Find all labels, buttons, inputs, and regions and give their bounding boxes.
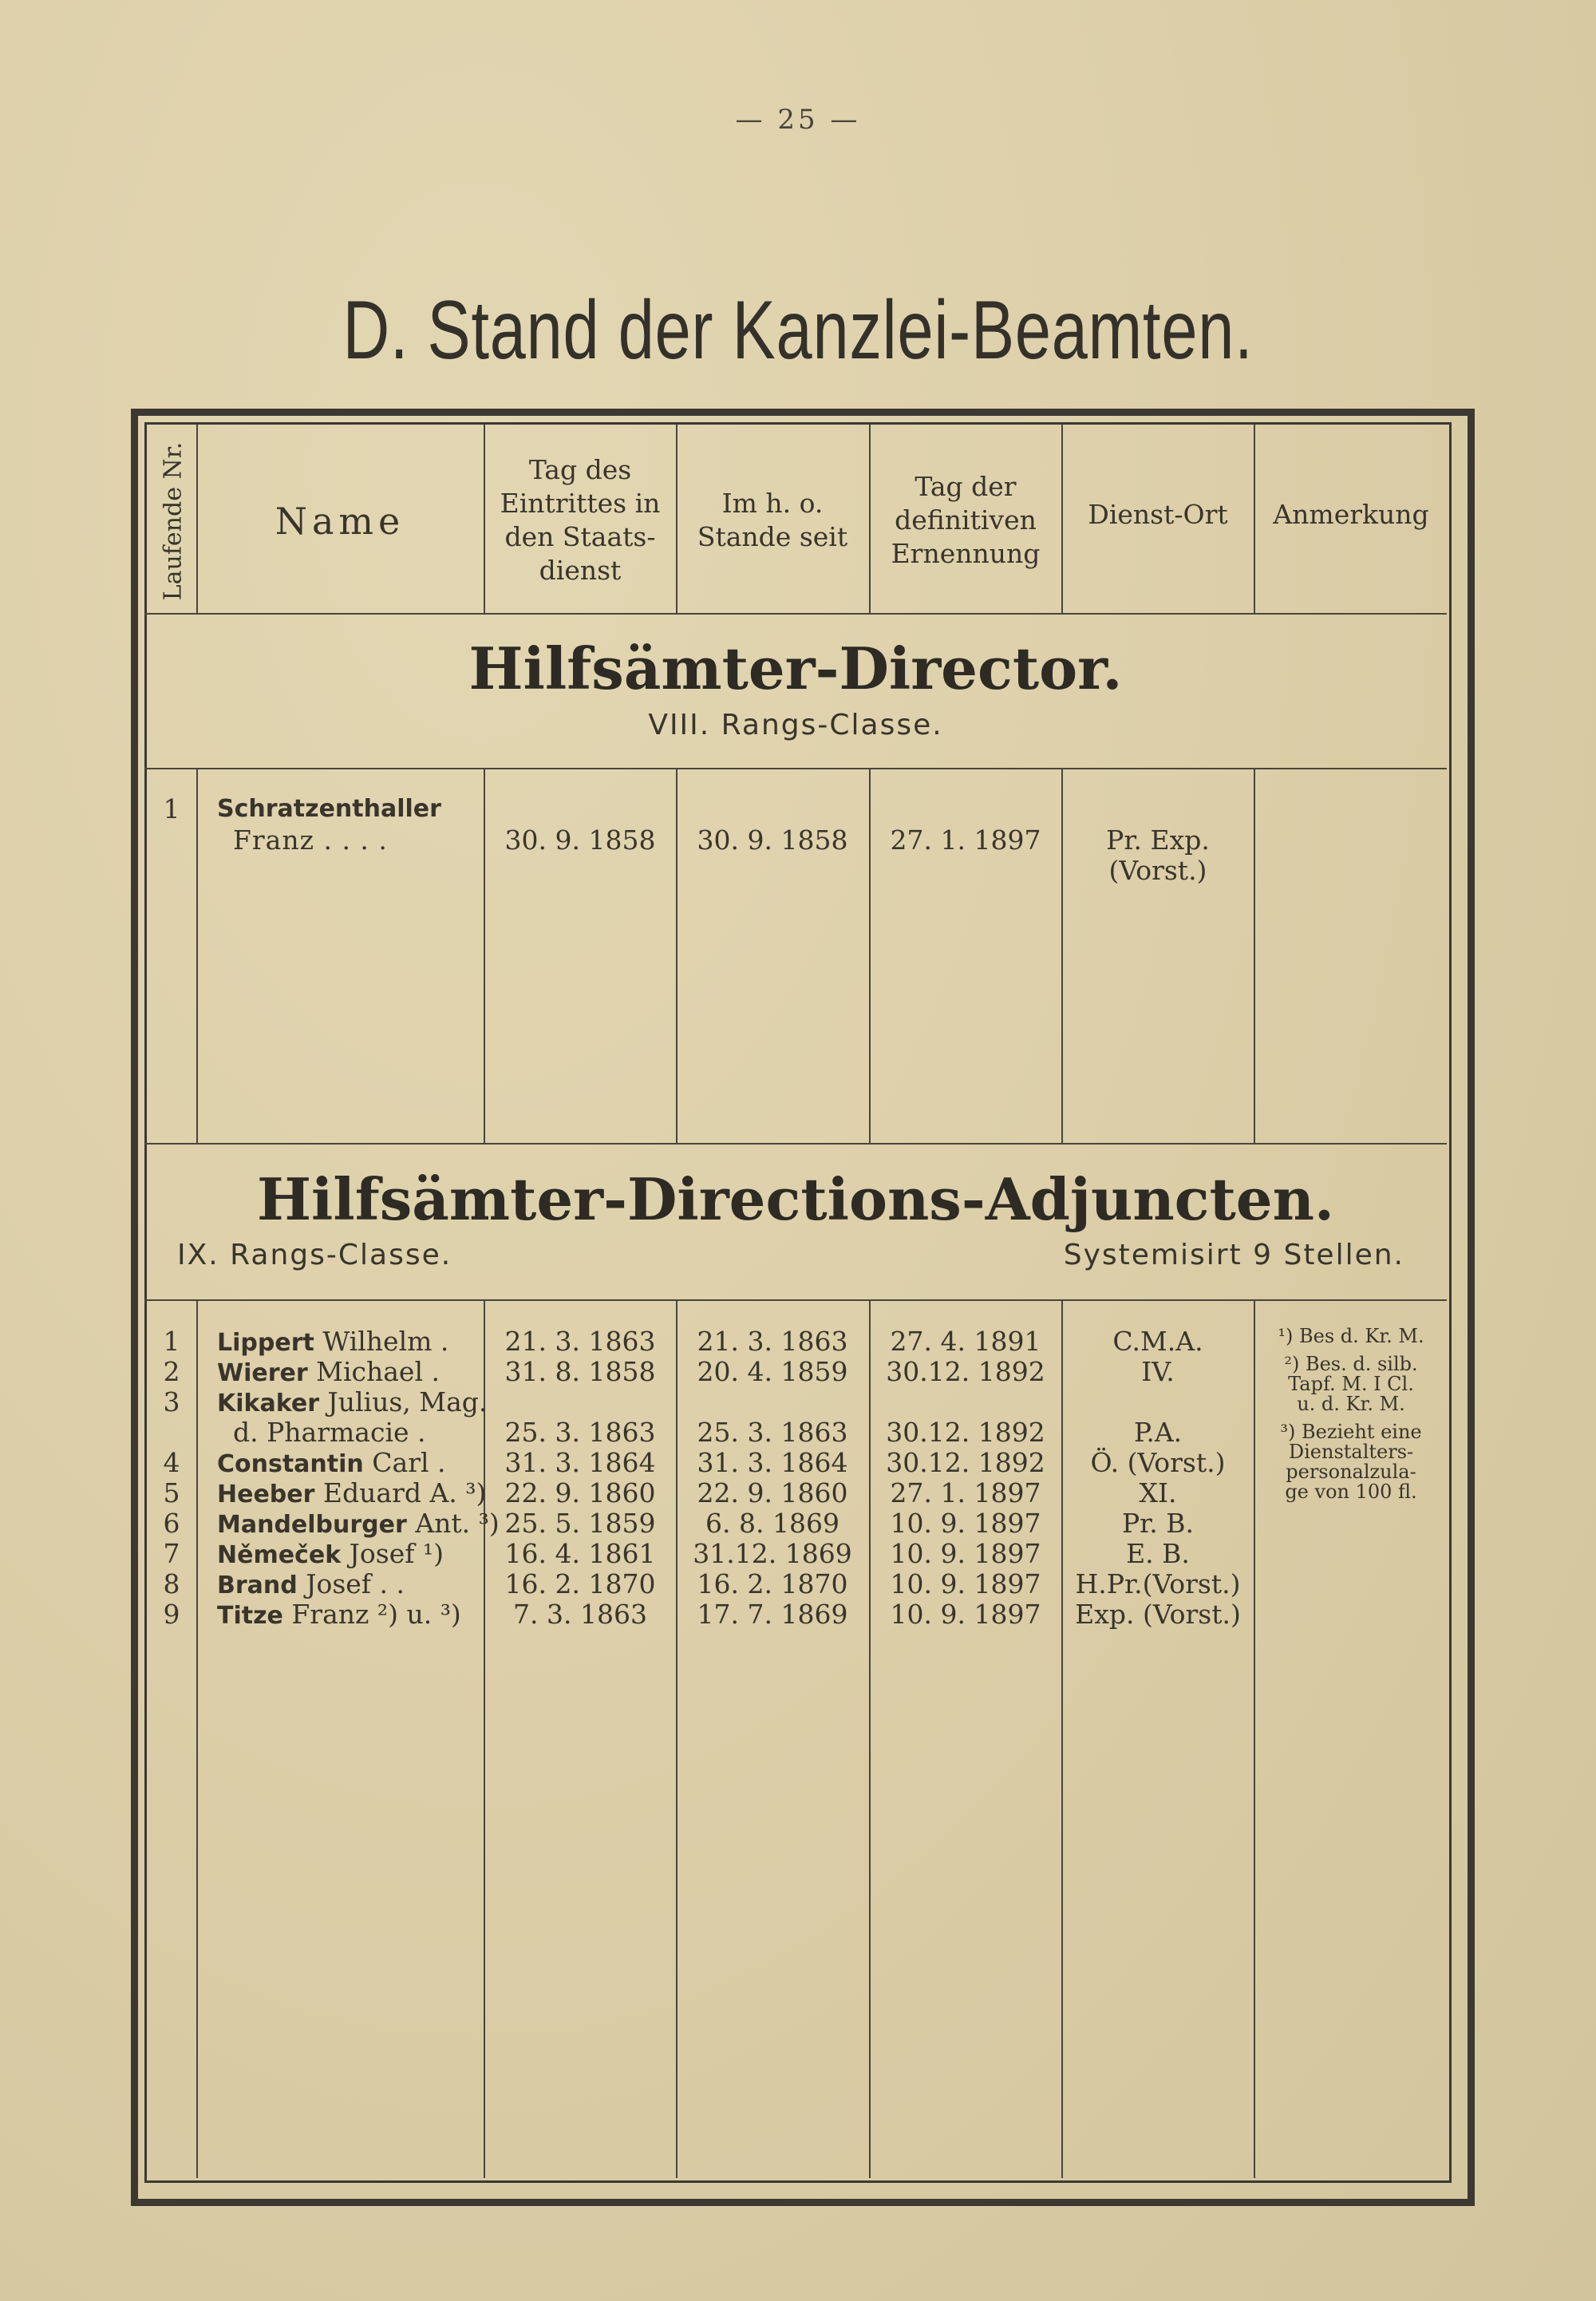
page-number: — 25 — [735, 104, 861, 136]
row-eintritt: 25. 5. 1859 [504, 1508, 656, 1539]
row-eintritt: 16. 2. 1870 [504, 1568, 656, 1599]
column-divider [676, 768, 678, 1143]
row-eintritt: 31. 8. 1858 [504, 1356, 656, 1387]
row-nr: 3 [163, 1386, 180, 1417]
director-given: Franz . . . . [233, 824, 388, 856]
director-dienstort-note: (Vorst.) [1108, 855, 1207, 886]
header-divider [869, 425, 871, 613]
row-dienstort: Pr. B. [1121, 1508, 1195, 1539]
director-surname: Schratzenthaller [217, 795, 441, 823]
row-nr: 8 [163, 1568, 180, 1599]
row-name: Kikaker Julius, Mag. [217, 1386, 488, 1417]
row-nr: 2 [163, 1356, 180, 1387]
column-divider [196, 1299, 198, 2178]
row-stande: 25. 3. 1863 [697, 1417, 848, 1448]
header-ernennung: Tag der definitiven Ernennung [891, 471, 1041, 569]
row-name: Brand Josef . . [217, 1568, 405, 1599]
note-line: ³) Bezieht eine [1280, 1421, 1422, 1443]
row-nr: 5 [163, 1477, 180, 1508]
row-eintritt: 25. 3. 1863 [504, 1417, 656, 1448]
row-dienstort: Ö. (Vorst.) [1090, 1447, 1226, 1478]
note-line: ²) Bes. d. silb. [1284, 1353, 1418, 1375]
row-eintritt: 21. 3. 1863 [504, 1326, 656, 1357]
director-ernennung: 27. 1. 1897 [890, 824, 1041, 856]
row-ernennung: 10. 9. 1897 [890, 1599, 1041, 1630]
row-name: Titze Franz ²) u. ³) [217, 1599, 461, 1630]
header-divider [676, 425, 678, 613]
section1-top-rule [144, 768, 1447, 769]
row-dienstort: E. B. [1126, 1538, 1190, 1569]
note-line: ge von 100 fl. [1285, 1481, 1417, 1503]
row-stande: 31.12. 1869 [693, 1538, 852, 1569]
header-eintritt: Tag des Eintrittes in den Staats-dienst [500, 454, 661, 586]
row-eintritt: 31. 3. 1864 [504, 1447, 656, 1478]
row-stande: 21. 3. 1863 [697, 1326, 848, 1357]
row-dienstort: H.Pr.(Vorst.) [1075, 1568, 1241, 1599]
note-line: ¹) Bes d. Kr. M. [1278, 1325, 1424, 1347]
row-name: Mandelburger Ant. ³) [217, 1508, 500, 1539]
row-stande: 17. 7. 1869 [697, 1599, 848, 1630]
header-bottom-rule [144, 613, 1447, 615]
column-divider [1061, 768, 1063, 1143]
header-anmerkung: Anmerkung [1273, 498, 1429, 530]
row-nr: 7 [163, 1538, 180, 1569]
row-ernennung: 27. 1. 1897 [890, 1477, 1041, 1508]
row-eintritt: 16. 4. 1861 [504, 1538, 656, 1569]
header-name: Name [275, 499, 405, 543]
section-rank-adjuncten: IX. Rangs-Classe. [177, 1239, 452, 1271]
row-ernennung: 10. 9. 1897 [890, 1568, 1041, 1599]
header-divider [1061, 425, 1063, 613]
row-name: Heeber Eduard A. ³) [217, 1477, 487, 1508]
row-ernennung: 10. 9. 1897 [890, 1508, 1041, 1539]
note-line: u. d. Kr. M. [1297, 1393, 1405, 1415]
header-divider [484, 425, 485, 613]
row-dienstort: Exp. (Vorst.) [1075, 1599, 1241, 1630]
column-divider [196, 768, 198, 1143]
row-dienstort: C.M.A. [1112, 1326, 1203, 1357]
section-heading-adjuncten: Hilfsämter-Directions-Adjuncten. [257, 1165, 1334, 1233]
header-laufende-nr: Laufende Nr. [159, 441, 188, 600]
row-name-continuation: d. Pharmacie . [233, 1417, 426, 1448]
row-name: Lippert Wilhelm . [217, 1326, 449, 1357]
note-line: Dienstalters- [1288, 1441, 1414, 1463]
note-line: personalzula- [1286, 1461, 1416, 1483]
row-ernennung: 30.12. 1892 [886, 1447, 1045, 1478]
row-name: Constantin Carl . [217, 1447, 446, 1478]
page-title: D. Stand der Kanzlei-Beamten. [342, 284, 1254, 377]
header-stande: Im h. o. Stande seit [697, 488, 848, 552]
note-line: Tapf. M. I Cl. [1288, 1373, 1414, 1395]
row-name: Wierer Michael . [217, 1356, 440, 1387]
column-divider [869, 768, 871, 1143]
section1-bottom-rule [144, 1143, 1447, 1145]
header-divider [1254, 425, 1255, 613]
column-divider [1254, 1299, 1255, 2178]
row-ernennung: 30.12. 1892 [886, 1356, 1045, 1387]
row-ernennung: 30.12. 1892 [886, 1417, 1045, 1448]
row-stande: 16. 2. 1870 [697, 1568, 848, 1599]
row-name: Němeček Josef ¹) [217, 1538, 444, 1569]
director-nr: 1 [163, 793, 180, 824]
row-stande: 6. 8. 1869 [705, 1508, 839, 1539]
row-dienstort: XI. [1139, 1477, 1177, 1508]
row-eintritt: 7. 3. 1863 [513, 1599, 647, 1630]
header-dienstort: Dienst-Ort [1088, 498, 1228, 530]
column-divider [484, 768, 485, 1143]
row-dienstort: P.A. [1133, 1417, 1183, 1448]
section-rank-director: VIII. Rangs-Classe. [648, 709, 943, 741]
row-ernennung: 27. 4. 1891 [890, 1326, 1041, 1357]
section-systemisirt: Systemisirt 9 Stellen. [1063, 1239, 1404, 1271]
row-nr: 9 [163, 1599, 180, 1630]
row-eintritt: 22. 9. 1860 [504, 1477, 656, 1508]
section2-top-rule [144, 1299, 1447, 1301]
row-ernennung: 10. 9. 1897 [890, 1538, 1041, 1569]
row-stande: 20. 4. 1859 [697, 1356, 848, 1387]
row-stande: 22. 9. 1860 [697, 1477, 848, 1508]
section-heading-director: Hilfsämter-Director. [468, 635, 1123, 702]
row-nr: 4 [163, 1447, 180, 1478]
row-nr: 6 [163, 1508, 180, 1539]
row-dienstort: IV. [1141, 1356, 1175, 1387]
director-stande: 30. 9. 1858 [697, 824, 848, 856]
column-divider [1254, 768, 1255, 1143]
row-nr: 1 [163, 1326, 180, 1357]
director-eintritt: 30. 9. 1858 [504, 824, 656, 856]
row-stande: 31. 3. 1864 [697, 1447, 848, 1478]
director-dienstort: Pr. Exp. [1106, 824, 1210, 856]
